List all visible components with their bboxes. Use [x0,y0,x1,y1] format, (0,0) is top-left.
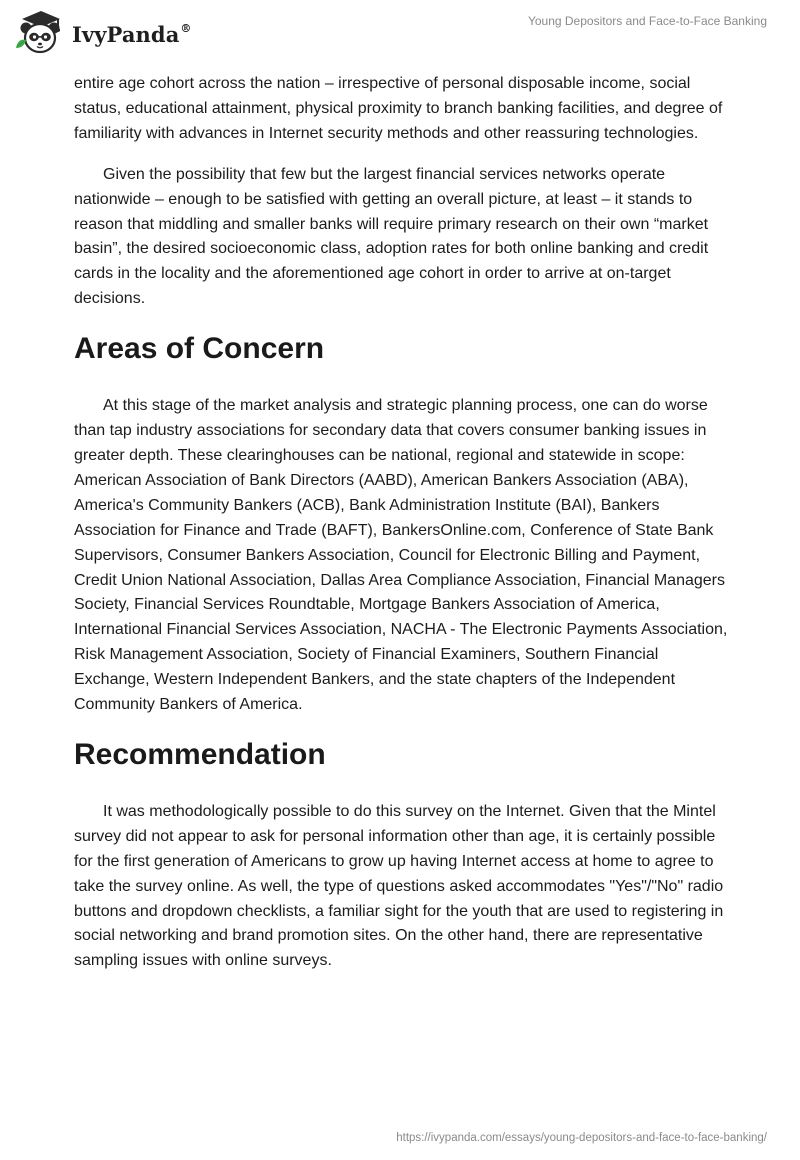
section-heading-concern: Areas of Concern [74,332,325,366]
panda-graduate-icon [14,8,66,58]
page-header [0,0,800,70]
essay-body [74,72,734,990]
paragraph: entire age cohort across the nation – irrespective of personal disposable income, social status, educational attainment, physical proximity to branch banking facilities, and degree of familiarity with advances in Internet security methods and other reassuring technologies. [74,75,723,142]
brand-name: IvyPanda® [72,21,192,47]
paragraph: At this stage of the market analysis and strategic planning process, one can do worse than tap industry associations for secondary data that covers consumer banking issues in greater depth. These clearinghouses can be national, regional and statewide in scope: American Association of Bank Directors (AABD), American Bankers Association (ABA), America's Community Bankers (ACB), Bank Administration Institute (BAI), Bankers Association for Finance and Trade (BAFT), BankersOnline.com, Conference of State Bank Supervisors, Consumer Bankers Association, Council for Electronic Billing and Payment, Credit Union National Association, Dallas Area Compliance Association, Financial Managers Society, Financial Services Roundtable, Mortgage Bankers Association of America, International Financial Services Association, NACHA - The Electronic Payments Association, Risk Management Association, Society of Financial Examiners, Southern Financial Exchange, Western Independent Bankers, and the state chapters of the Independent Community Bankers of America. [74,397,728,714]
section-heading-recommendation: Recommendation [74,737,326,771]
source-url[interactable]: https://ivypanda.com/essays/young-depositors-and-face-to-face-banking/ [396,1132,767,1144]
paragraph: It was methodologically possible to do this survey on the Internet. Given that the Mintel survey did not appear to ask for personal information other than age, it is certainly possible for the first generation of Americans to grow up having Internet access at home to agree to take the survey online. As well, the type of questions asked accommodates "Yes"/"No" radio buttons and dropdown checklists, a familiar sight for the youth that are used to registering in social networking and brand promotion sites. On the other hand, there are representative sampling issues with online surveys. [74,802,724,970]
ivypanda-logo[interactable] [14,8,192,58]
document-title: Young Depositors and Face-to-Face Banking [527,14,767,28]
paragraph: Given the possibility that few but the largest financial services networks operate nationwide – enough to be satisfied with getting an overall picture, at least – it stands to reason that middling and smaller banks will require primary research on their own “market basin”, the desired socioeconomic class, adoption rates for both online banking and credit cards in the locality and the aforementioned age cohort in order to arrive at on-target decisions. [74,165,709,308]
